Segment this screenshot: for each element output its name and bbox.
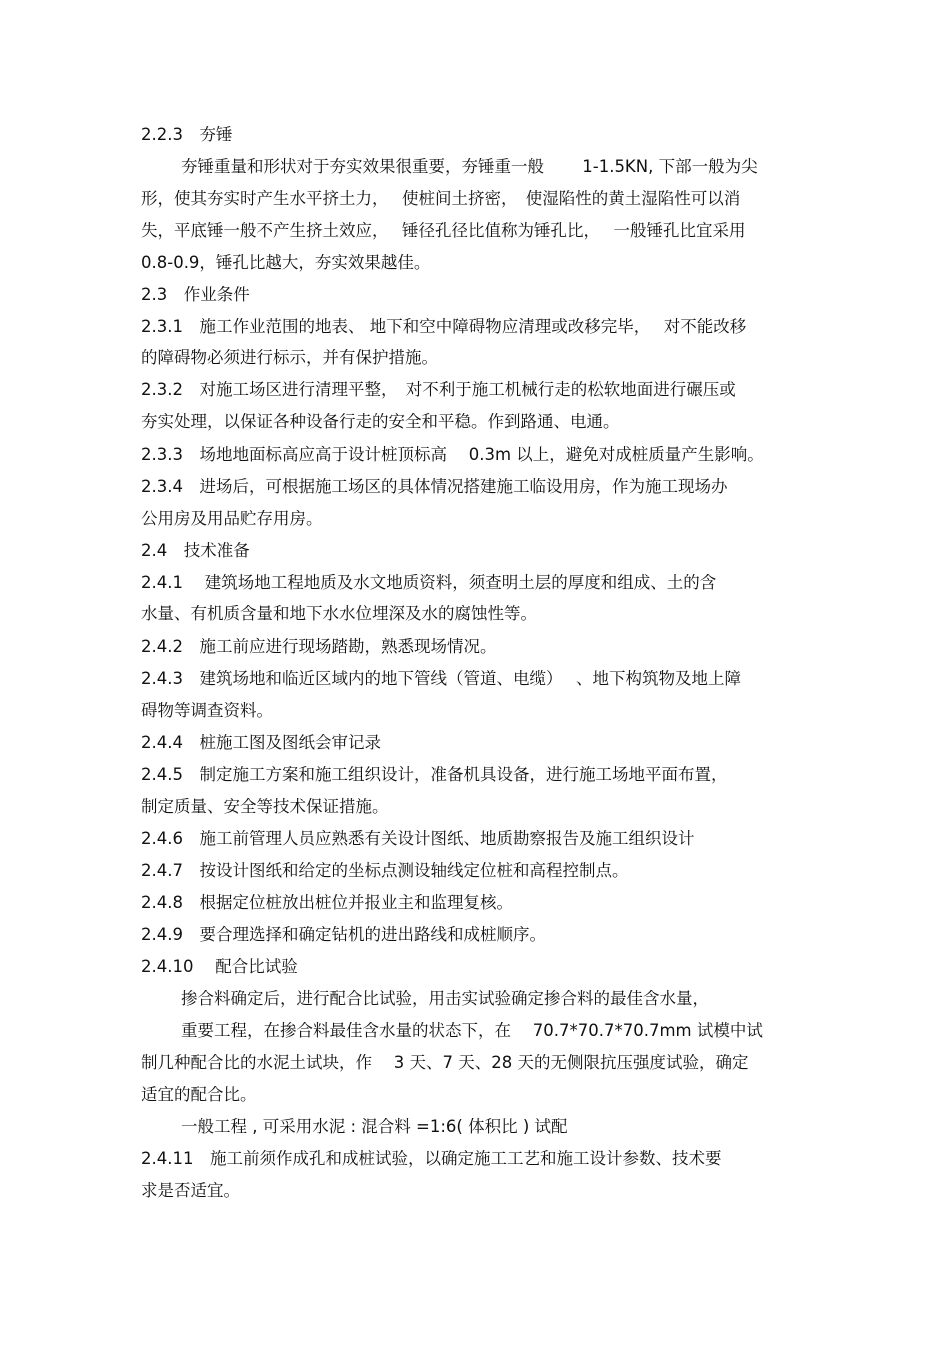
paragraph-line: 的障碍物必须进行标示，并有保护措施。 [141, 348, 438, 367]
paragraph-line: 制几种配合比的水泥土试块，作 3 天、7 天、28 天的无侧限抗压强度试验，确定 [141, 1053, 749, 1072]
paragraph-line: 2.4.6 施工前管理人员应熟悉有关设计图纸、地质勘察报告及施工组织设计 [141, 829, 695, 848]
paragraph-line: 夯锤重量和形状对于夯实效果很重要，夯锤重一般 1-1.5KN, 下部一般为尖 [181, 157, 758, 176]
paragraph-line: 2.4.7 按设计图纸和给定的坐标点测设轴线定位桩和高程控制点。 [141, 861, 629, 880]
paragraph-line: 水量、有机质含量和地下水水位埋深及水的腐蚀性等。 [141, 604, 537, 623]
paragraph-line: 重要工程，在掺合料最佳含水量的状态下，在 70.7*70.7*70.7mm 试模中试 [181, 1021, 763, 1040]
heading-2-4-10: 2.4.10 配合比试验 [141, 957, 298, 976]
paragraph-line: 2.4.8 根据定位桩放出桩位并报业主和监理复核。 [141, 893, 513, 912]
paragraph-line: 掺合料确定后，进行配合比试验，用击实试验确定掺合料的最佳含水量， [181, 989, 709, 1008]
paragraph-line: 2.4.5 制定施工方案和施工组织设计，准备机具设备，进行施工场地平面布置， [141, 765, 728, 784]
paragraph-line: 2.4.9 要合理选择和确定钻机的进出路线和成桩顺序。 [141, 925, 546, 944]
paragraph-line: 碍物等调查资料。 [141, 701, 273, 720]
paragraph-line: 2.3.3 场地地面标高应高于设计桩顶标高 0.3m 以上，避免对成桩质量产生影响。 [141, 445, 764, 464]
heading-2-4: 2.4 技术准备 [141, 541, 250, 560]
paragraph-line: 夯实处理，以保证各种设备行走的安全和平稳。作到路通、电通。 [141, 412, 620, 431]
paragraph-line: 2.3.4 进场后，可根据施工场区的具体情况搭建施工临设用房，作为施工现场办 [141, 477, 728, 496]
paragraph-line: 公用房及用品贮存用房。 [141, 509, 323, 528]
paragraph-line: 制定质量、安全等技术保证措施。 [141, 797, 389, 816]
paragraph-line: 2.3.1 施工作业范围的地表、 地下和空中障碍物应清理或改移完毕， 对不能改移 [141, 317, 747, 336]
heading-2-2-3: 2.2.3 夯锤 [141, 125, 233, 144]
paragraph-line: 求是否适宜。 [141, 1181, 240, 1200]
paragraph-line: 适宜的配合比。 [141, 1085, 257, 1104]
paragraph-line: 2.4.2 施工前应进行现场踏勘，熟悉现场情况。 [141, 637, 497, 656]
paragraph-line: 形，使其夯实时产生水平挤土力， 使桩间土挤密， 使湿陷性的黄土湿陷性可以消 [141, 189, 741, 208]
paragraph-line: 2.4.3 建筑场地和临近区域内的地下管线（管道、电缆） 、地下构筑物及地上障 [141, 669, 741, 688]
paragraph-line: 2.3.2 对施工场区进行清理平整， 对不利于施工机械行走的松软地面进行碾压或 [141, 380, 736, 399]
paragraph-line: 2.4.1 建筑场地工程地质及水文地质资料，须查明土层的厚度和组成、土的含 [141, 573, 717, 592]
heading-2-3: 2.3 作业条件 [141, 285, 250, 304]
paragraph-line: 0.8-0.9，锤孔比越大，夯实效果越佳。 [141, 253, 431, 272]
paragraph-line: 一般工程 , 可采用水泥 : 混合料 =1:6( 体积比 ) 试配 [181, 1117, 568, 1136]
paragraph-line: 2.4.11 施工前须作成孔和成桩试验，以确定施工工艺和施工设计参数、技术要 [141, 1149, 722, 1168]
paragraph-line: 2.4.4 桩施工图及图纸会审记录 [141, 733, 381, 752]
paragraph-line: 失，平底锤一般不产生挤土效应， 锤径孔径比值称为锤孔比， 一般锤孔比宜采用 [141, 221, 746, 240]
